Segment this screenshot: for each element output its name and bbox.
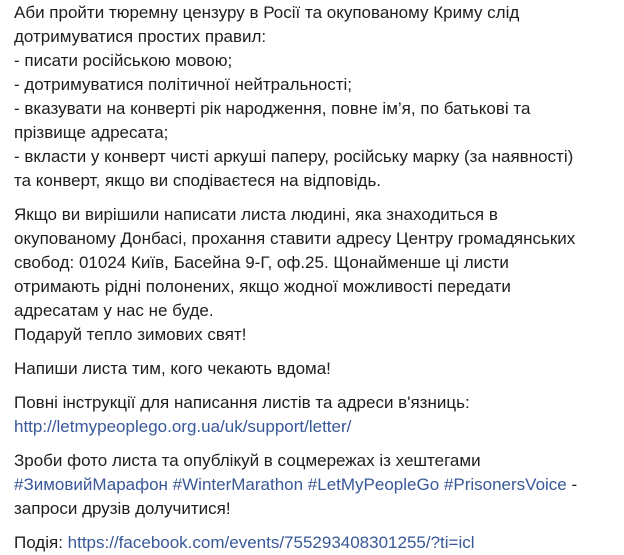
instructions-paragraph xyxy=(14,391,610,439)
hashtags-paragraph xyxy=(14,449,610,521)
text-line: Аби пройти тюремну цензуру в Росії та окупованому Криму слід xyxy=(14,3,520,22)
censorship-rules-paragraph xyxy=(14,1,610,193)
event-paragraph xyxy=(14,531,610,555)
hashtag-link[interactable]: #ЗимовийМарафон xyxy=(14,475,168,494)
text-line: окупованому Донбасі, прохання ставити адресу Центру громадянських xyxy=(14,229,576,248)
text-line: Повні інструкції для написання листів та адреси в'язниць: xyxy=(14,393,470,412)
hashtag-link[interactable]: #PrisonersVoice xyxy=(443,475,567,494)
text-line: Подаруй тепло зимових свят! xyxy=(14,325,247,344)
text-line: запроси друзів долучитися! xyxy=(14,499,231,518)
event-label: Подія: xyxy=(14,533,68,552)
hashtags-line xyxy=(14,473,610,497)
hashtag-link[interactable]: #LetMyPeopleGo xyxy=(307,475,440,494)
text-line: Напиши листа тим, кого чекають вдома! xyxy=(14,359,331,378)
text-line: отримають рідні полонених, якщо жодної можливості передати xyxy=(14,277,511,296)
text-line: Якщо ви вирішили написати листа людині, яка знаходиться в xyxy=(14,205,498,224)
event-line xyxy=(14,531,610,555)
list-item: - писати російською мовою; xyxy=(14,51,233,70)
list-item-continuation: та конверт, якщо ви сподіваєтеся на відповідь. xyxy=(14,171,382,190)
instructions-link[interactable]: http://letmypeoplego.org.ua/uk/support/letter/ xyxy=(14,417,352,436)
call-to-action-paragraph xyxy=(14,357,610,381)
hashtags-suffix: - xyxy=(566,475,578,494)
text-line: дотримуватися простих правил: xyxy=(14,27,267,46)
text-line: свобод: 01024 Київ, Басейна 9-Г, оф.25. Щонайменше ці листи xyxy=(14,253,509,272)
event-link[interactable]: https://facebook.com/events/755293408301255/?ti=icl xyxy=(67,533,475,552)
instructions-link-line xyxy=(14,415,610,439)
list-item-continuation: прізвище адресата; xyxy=(14,123,169,142)
list-item: - вказувати на конверті рік народження, повне ім’я, по батькові та xyxy=(14,99,531,118)
list-item: - дотримуватися політичної нейтральності; xyxy=(14,75,352,94)
hashtag-link[interactable]: #WinterMarathon xyxy=(172,475,304,494)
text-line: Зроби фото листа та опублікуй в соцмережах із хештегами xyxy=(14,451,481,470)
donbas-address-paragraph xyxy=(14,203,610,347)
text-line: адресатам у нас не буде. xyxy=(14,301,214,320)
list-item: - вкласти у конверт чисті аркуші паперу, російську марку (за наявності) xyxy=(14,147,574,166)
